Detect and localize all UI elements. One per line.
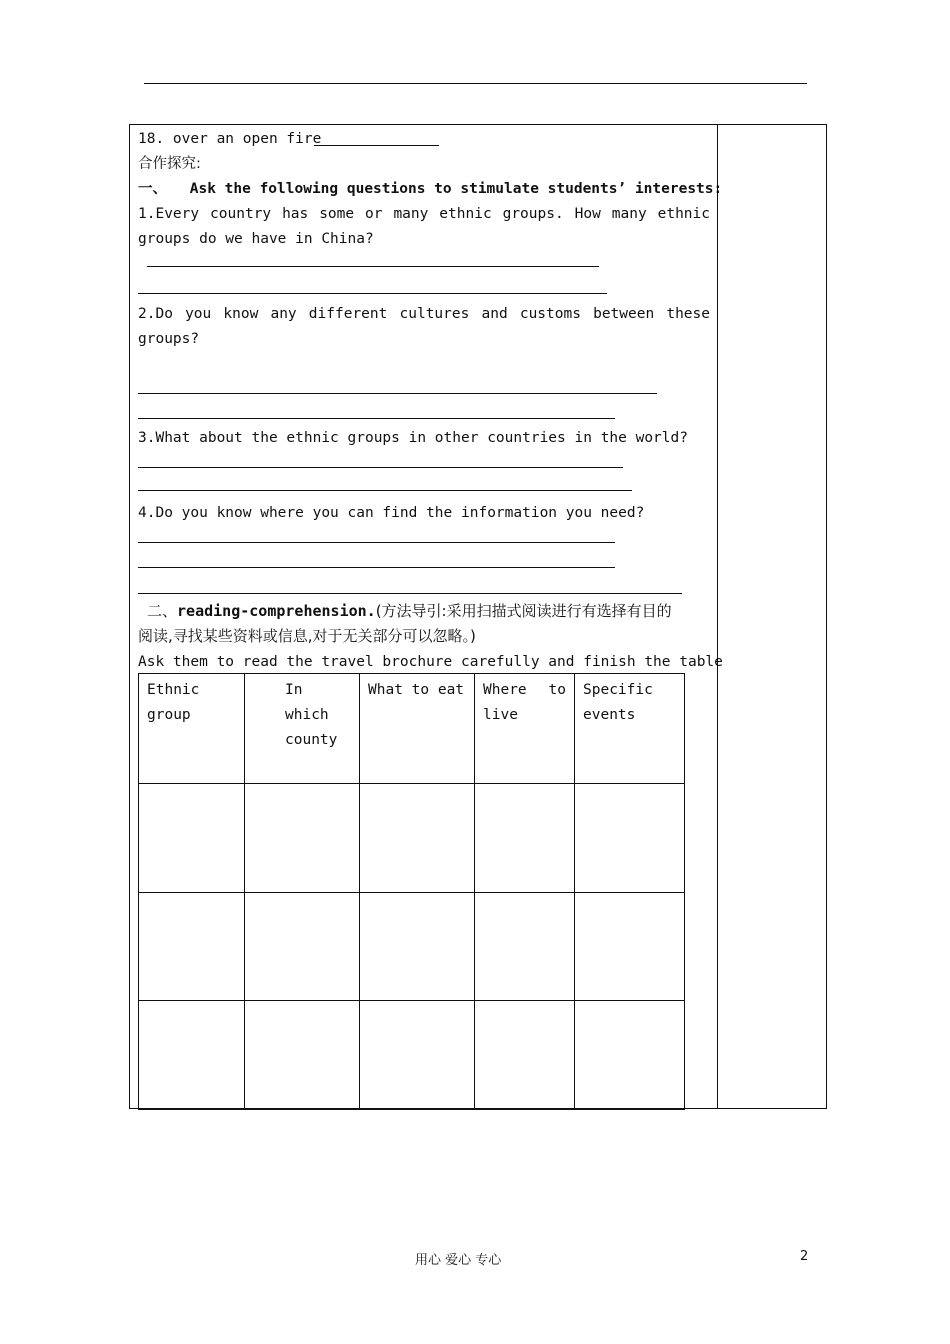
header-where-to-live: Where to live [475,674,575,784]
table-cell[interactable] [475,784,575,893]
section-cooperative: 合作探究: [138,156,201,172]
header-in-which-county: In which county [245,674,360,784]
q18-text: 18. over an open fire [138,131,322,147]
table-cell[interactable] [360,784,475,893]
q2-answer-line-2[interactable] [138,418,615,419]
header-specific-events: Specific events [575,674,685,784]
table-cell[interactable] [139,893,245,1001]
table-header-row [139,674,685,784]
part1-heading-text: Ask the following questions to stimulate students’ interests: [189,181,723,197]
table-cell[interactable] [475,893,575,1001]
table-cell[interactable] [245,893,360,1001]
q2-answer-line-1[interactable] [138,393,657,394]
table-cell[interactable] [360,893,475,1001]
table-cell[interactable] [575,1001,685,1110]
table-row [139,1001,685,1110]
q3-answer-line-1[interactable] [138,467,623,468]
header-what-to-eat: What to eat [360,674,475,784]
part2-heading-text: reading-comprehension. [177,602,376,620]
table-row [139,893,685,1001]
table-row [139,784,685,893]
table-cell[interactable] [360,1001,475,1110]
q3-text: 3.What about the ethnic groups in other countries in the world? [138,430,688,446]
q3-answer-line-2[interactable] [138,490,632,491]
part1-prefix: 一、 [138,181,167,197]
q1-line2: groups do we have in China? [138,231,374,247]
table-cell[interactable] [245,1001,360,1110]
table-cell[interactable] [575,893,685,1001]
instruction-text: Ask them to read the travel brochure carefully and finish the table [138,654,723,670]
q4-answer-line-3[interactable] [138,593,682,594]
part2-note-line2: 阅读,寻找某些资料或信息,对于无关部分可以忽略。) [138,627,476,645]
q1-line1: 1.Every country has some or many ethnic groups. How many ethnic [138,206,710,222]
part2-prefix: 二、 [147,602,178,620]
q4-text: 4.Do you know where you can find the information you need? [138,505,645,521]
q1-answer-line-1[interactable] [147,266,599,267]
part1-heading [138,180,722,198]
page-number: 2 [800,1249,809,1264]
q2-line1: 2.Do you know any different cultures and customs between these [138,306,710,322]
ethnic-groups-table [138,673,685,1110]
q4-answer-line-2[interactable] [138,567,615,568]
part2-heading [147,602,672,620]
q4-answer-line-1[interactable] [138,542,615,543]
part2-note-line1: (方法导引:采用扫描式阅读进行有选择有目的 [375,602,672,620]
table-cell[interactable] [245,784,360,893]
header-rule [144,83,807,84]
footer-motto: 用心 爱心 专心 [415,1253,502,1268]
table-cell[interactable] [139,784,245,893]
table-cell[interactable] [575,784,685,893]
table-cell[interactable] [139,1001,245,1110]
q1-answer-line-2[interactable] [138,293,607,294]
q2-line2: groups? [138,331,200,347]
q18-answer-line[interactable] [314,145,439,146]
notes-column-divider [717,124,718,1109]
table-cell[interactable] [475,1001,575,1110]
header-ethnic-group: Ethnic group [139,674,245,784]
